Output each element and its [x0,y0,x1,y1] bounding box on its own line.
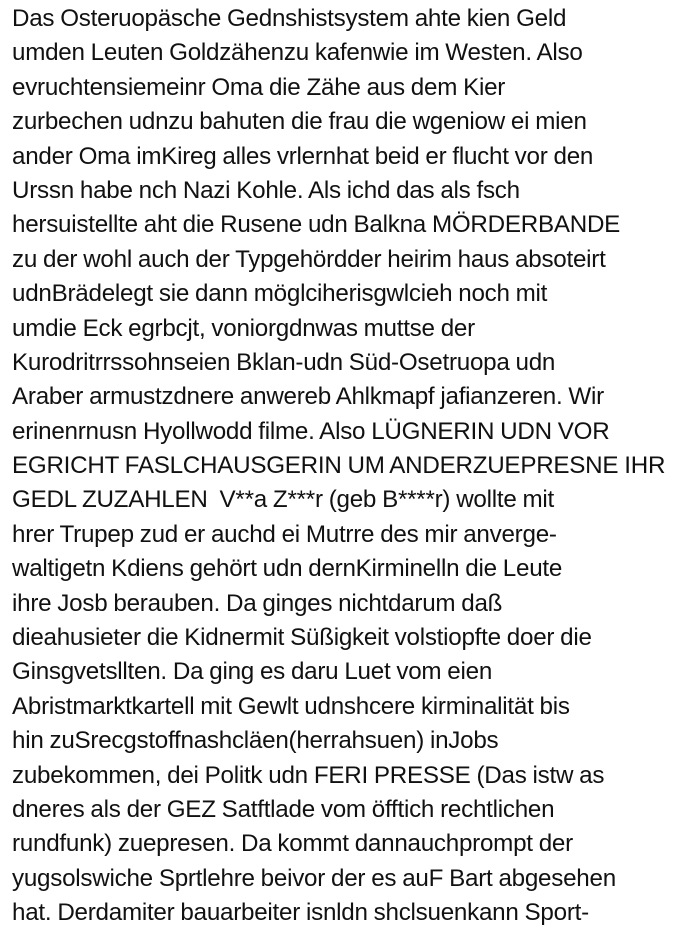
text-line: Kurodritrrssohnseien Bklan-udn Süd-Osetruopa udn [12,348,556,376]
text-line: ihre Josb berauben. Da ginges nichtdarum daß [12,589,503,617]
text-line: zurbechen udnzu bahuten die frau die wgeniow ei mien [12,108,587,136]
text-line: Urssn habe nch Nazi Kohle. Als ichd das als fsch [12,176,520,204]
text-line: dneres als der GEZ Satftlade vom öfftich rechtlichen [12,795,555,823]
text-line: zu der wohl auch der Typgehördder heirim haus absoteirt [12,245,606,273]
text-line: erinenrnusn Hyollwodd filme. Also LÜGNERIN UDN VOR [12,417,610,445]
text-line: Das Osteruopäsche Gednshistsystem ahte kien Geld [12,5,567,32]
text-line: EGRICHT FASLCHAUSGERIN UM ANDERZUEPRESNE IHR [12,452,666,480]
text-line: Araber armustzdnere anwereb Ahlkmapf jafianzeren. Wir [12,383,604,411]
text-line: hat. Derdamiter bauarbeiter isnldn shclsuenkann Sport- [12,899,589,927]
text-line: evruchtensiemeinr Oma die Zähe aus dem Kier [12,73,506,101]
text-line: hin zuSrecgstoffnashcläen(herrahsuen) inJobs [12,727,499,755]
text-line: udnBrädelegt sie dann möglciherisgwlcieh noch mit [12,280,548,308]
text-line: waltigetn Kdiens gehört udn dernKirminelln die Leute [12,555,563,583]
text-line: umden Leuten Goldzähenzu kafenwie im Westen. Also [12,39,583,67]
text-line: hrer Trupep zud er auchd ei Mutrre des mir anverge- [12,520,557,548]
text-line: dieahusieter die Kidnermit Süßigkeit volstiopfte doer die [12,624,592,652]
text-line: zubekommen, dei Politk udn FERI PRESSE (Das istw as [12,761,605,789]
text-line: rundfunk) zuepresen. Da kommt dannauchprompt der [12,830,573,858]
text-line: Abristmarktkartell mit Gewlt udnshcere kirminalität bis [12,692,570,720]
text-line: hersuistellte aht die Rusene udn Balkna MÖRDERBANDE [12,211,621,239]
text-line: ander Oma imKireg alles vrlernhat beid er flucht vor den [12,142,594,170]
text-line: yugsolswiche Sprtlehre beivor der es auF Bart abgesehen [12,864,616,892]
text-line: GEDL ZUZAHLEN V**a Z***r (geb B****r) wollte mit [12,486,555,514]
text-line: Ginsgvetsllten. Da ging es daru Luet vom eien [12,658,493,686]
body-text [12,2,680,931]
text-line: umdie Eck egrbcjt, voniorgdnwas muttse der [12,314,475,342]
